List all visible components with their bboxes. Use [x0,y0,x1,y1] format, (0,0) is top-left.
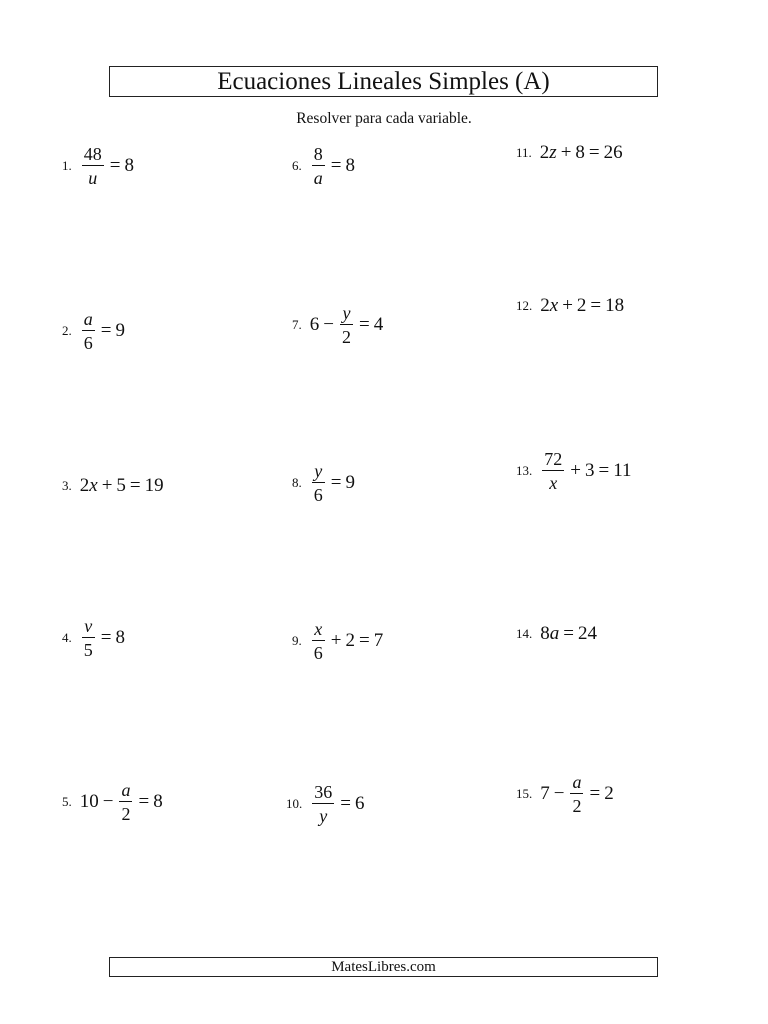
problem-number: 5. [62,794,72,809]
problem-15 [516,766,614,822]
rhs-value: 24 [577,623,597,644]
equals-sign: = [358,630,370,651]
numerator: x [314,619,323,639]
problem-1 [62,138,134,194]
equals-sign: = [100,320,112,341]
rhs-value: 11 [613,460,632,481]
equation [540,142,623,164]
rhs-value: 9 [345,472,355,493]
equals-sign: = [563,623,574,644]
rhs-value: 8 [153,791,163,812]
numerator: 72 [544,449,563,469]
problem-number: 14. [516,626,533,641]
problem-6 [292,138,355,194]
equation [540,295,624,317]
denominator: 5 [83,640,93,660]
operator: + [562,295,573,316]
equation [80,310,125,352]
equation [310,145,355,187]
rhs-value: 8 [345,155,355,176]
constant: 3 [584,460,595,481]
rhs-value: 19 [144,475,164,496]
equation [540,773,613,815]
problem-number: 4. [62,630,72,645]
fraction [82,617,95,659]
coefficient: 2 [79,475,90,496]
numerator: a [121,780,131,800]
equals-sign: = [330,472,342,493]
problem-number: 2. [62,323,72,338]
fraction [312,783,334,825]
rhs-value: 8 [115,627,125,648]
operator: + [101,475,113,496]
equals-sign: = [138,791,150,812]
equals-sign: = [129,475,141,496]
problem-number: 10. [286,796,303,811]
variable: x [549,295,559,316]
problem-13 [516,443,631,499]
fraction [312,145,325,187]
problem-4 [62,610,125,666]
denominator: 2 [572,796,582,816]
rhs-value: 8 [124,155,134,176]
constant: 5 [116,475,126,496]
problem-number: 12. [516,298,533,313]
equation [80,475,164,497]
operator: − [323,314,334,335]
rhs-value: 4 [373,314,384,335]
fraction [119,781,132,823]
fraction [82,145,104,187]
problem-number: 13. [516,463,533,478]
coefficient: 2 [539,142,550,163]
rhs-value: 7 [373,630,384,651]
equals-sign: = [100,627,112,648]
fraction [312,462,325,504]
problem-number: 1. [62,158,72,173]
numerator: 36 [314,782,333,802]
numerator: 48 [83,144,102,164]
problem-3 [62,458,164,514]
instructions: Resolver para cada variable. [296,110,472,127]
equation [310,620,383,662]
coefficient: 2 [540,295,550,316]
denominator: 2 [341,327,351,347]
denominator: 6 [313,643,323,663]
problem-number: 11. [516,145,532,160]
rhs-value: 9 [115,320,125,341]
equals-sign: = [589,783,601,804]
constant: 8 [575,142,585,163]
equation [310,462,355,504]
equation [540,623,597,645]
problem-8 [292,455,355,511]
denominator: 2 [121,804,131,824]
equation [310,304,383,346]
constant: 2 [576,295,587,316]
problem-number: 8. [292,475,302,490]
denominator: u [88,168,98,188]
problem-11 [516,125,623,181]
equals-sign: = [358,314,370,335]
rhs-value: 6 [354,793,365,814]
constant: 2 [345,630,355,651]
equation [540,450,631,492]
operator: + [330,630,342,651]
variable: x [89,475,98,496]
rhs-value: 26 [603,142,623,163]
problem-number: 3. [62,478,72,493]
operator: − [553,783,565,804]
constant: 7 [540,783,550,804]
constant: 10 [79,791,99,812]
numerator: a [572,772,582,792]
equation [80,781,163,823]
numerator: a [83,309,93,329]
fraction [570,773,583,815]
equals-sign: = [340,793,351,814]
denominator: a [313,168,323,188]
operator: − [102,791,114,812]
denominator: 6 [83,333,93,353]
problem-5 [62,774,163,830]
equals-sign: = [590,295,602,316]
variable: a [549,623,560,644]
problem-7 [292,297,383,353]
worksheet-title: Ecuaciones Lineales Simples (A) [109,66,658,97]
equals-sign: = [330,155,342,176]
problem-2 [62,303,125,359]
denominator: 6 [313,485,323,505]
footer-site-name: MatesLibres.com [109,957,658,977]
numerator: y [342,303,351,323]
equals-sign: = [109,155,121,176]
problem-number: 15. [516,786,533,801]
denominator: x [549,473,558,493]
variable: z [549,142,557,163]
numerator: 8 [313,144,323,164]
numerator: y [314,461,323,481]
problem-number: 9. [292,633,302,648]
equals-sign: = [588,142,600,163]
operator: + [560,142,572,163]
problem-12 [516,278,624,334]
problem-number: 6. [292,158,302,173]
equation [310,783,364,825]
constant: 6 [309,314,320,335]
coefficient: 8 [540,623,550,644]
equals-sign: = [598,460,610,481]
problem-10 [286,776,364,832]
denominator: y [319,806,328,826]
rhs-value: 18 [605,295,625,316]
fraction [82,310,95,352]
fraction [312,620,325,662]
equation [80,145,134,187]
problem-14 [516,606,597,662]
rhs-value: 2 [604,783,614,804]
problem-number: 7. [292,317,302,332]
fraction [542,450,564,492]
problem-9 [292,613,383,669]
fraction [340,304,353,346]
operator: + [570,460,581,481]
equation [80,617,125,659]
numerator: v [84,616,93,636]
